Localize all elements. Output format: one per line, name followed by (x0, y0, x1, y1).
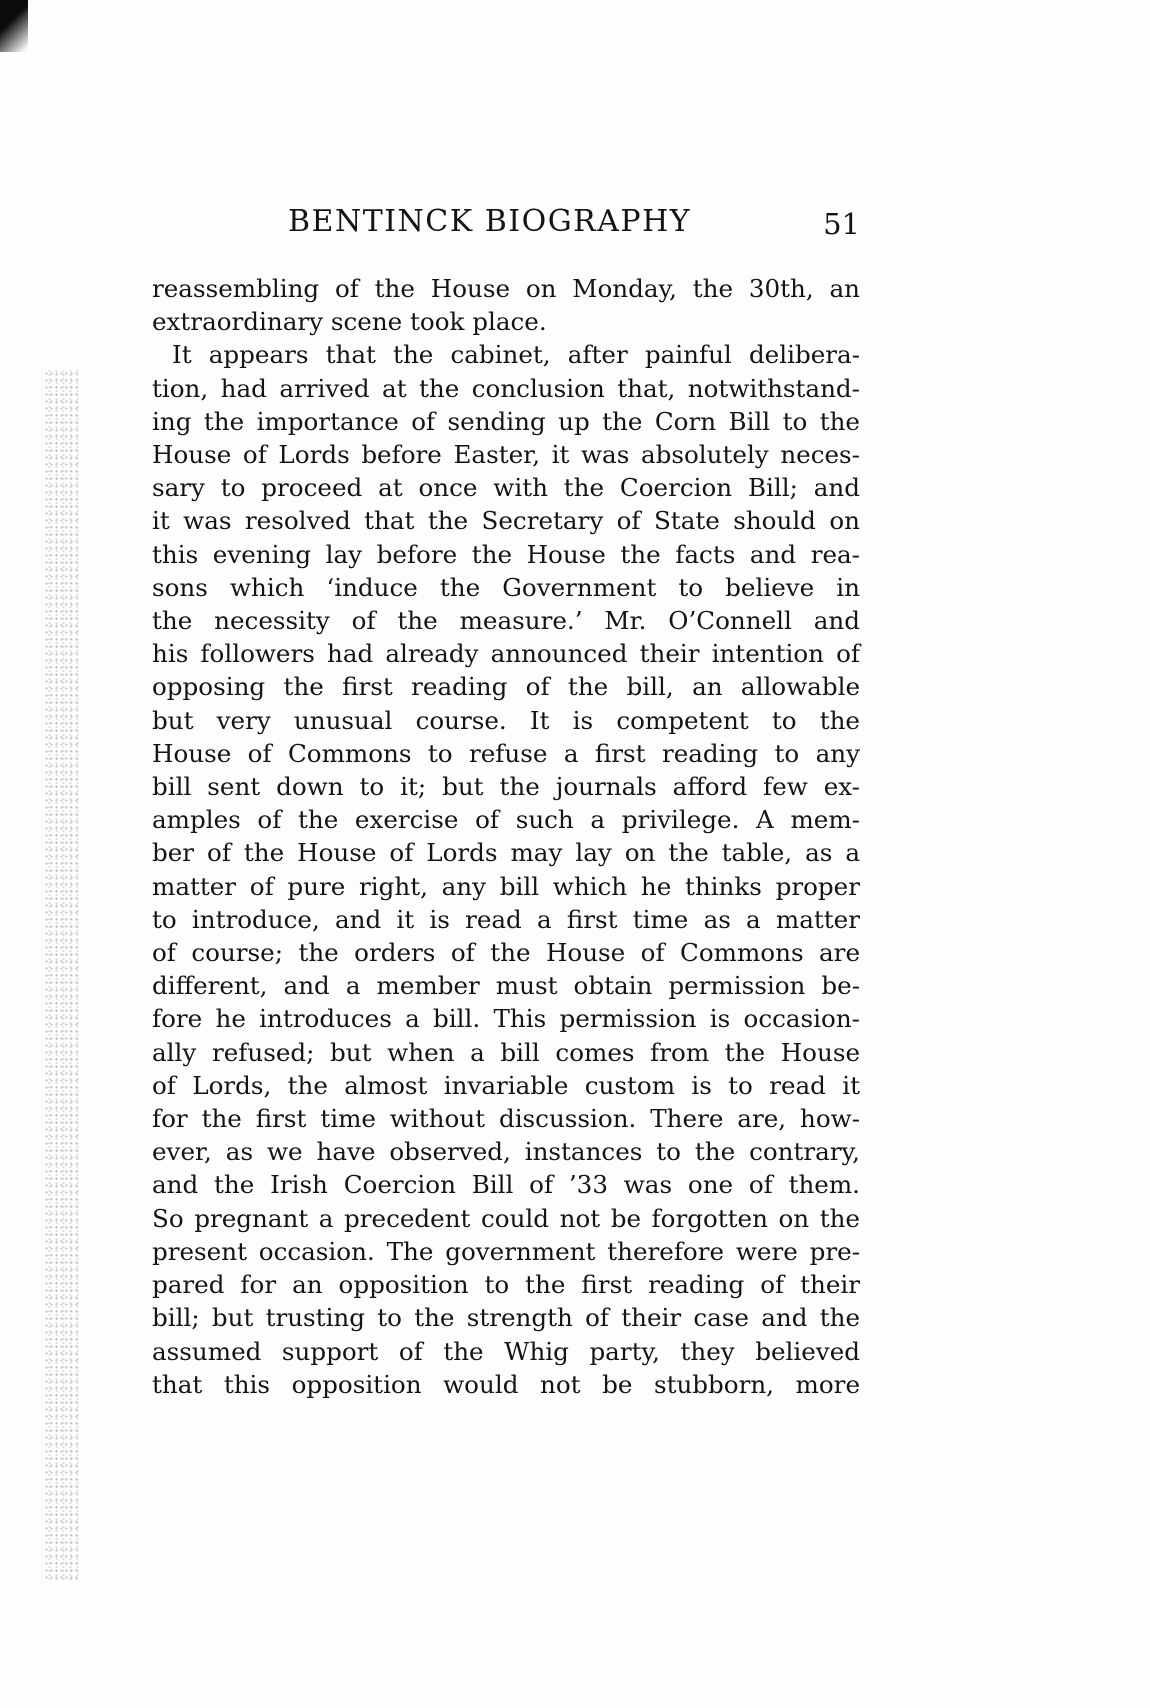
text-line: ing the importance of sending up the Corn Bill to the (152, 406, 860, 436)
text-line: his followers had already announced their intention of (152, 639, 860, 669)
text-line: that this opposition would not be stubborn, more (152, 1369, 860, 1399)
text-line: sons which ‘induce the Government to believe in (152, 572, 860, 602)
text-line: bill sent down to it; but the journals afford few ex- (152, 772, 860, 802)
text-line: tion, had arrived at the conclusion that, notwithstand- (152, 373, 860, 403)
text-line: and the Irish Coercion Bill of ’33 was one of them. (152, 1170, 860, 1200)
text-line: extraordinary scene took place. (152, 307, 547, 337)
text-line: the necessity of the measure.’ Mr. O’Connell and (152, 606, 860, 636)
text-line: It appears that the cabinet, after painful delibera- (172, 340, 860, 370)
text-line: to introduce, and it is read a first time as a matter (152, 904, 860, 934)
text-line: reassembling of the House on Monday, the 30th, an (152, 274, 860, 303)
text-line: but very unusual course. It is competent to the (152, 705, 860, 735)
text-line: fore he introduces a bill. This permission is occasion- (152, 1004, 860, 1034)
page-header (152, 204, 860, 240)
text-line: assumed support of the Whig party, they believed (152, 1336, 860, 1366)
text-line: of course; the orders of the House of Commons are (152, 938, 860, 968)
text-line: for the first time without discussion. There are, how- (152, 1104, 860, 1134)
text-line: of Lords, the almost invariable custom is to read it (152, 1070, 860, 1100)
text-line: opposing the first reading of the bill, an allowable (152, 672, 860, 702)
body-text (152, 272, 860, 1401)
page-number: 51 (823, 207, 860, 241)
text-line: ever, as we have observed, instances to the contrary, (152, 1137, 860, 1167)
text-line: House of Lords before Easter, it was absolutely neces- (152, 440, 860, 470)
text-line: pared for an opposition to the first reading of their (152, 1270, 860, 1300)
text-line: this evening lay before the House the facts and rea- (152, 539, 860, 569)
text-line: sary to proceed at once with the Coercion Bill; and (152, 473, 860, 503)
text-line: it was resolved that the Secretary of State should on (152, 506, 860, 536)
text-line: matter of pure right, any bill which he thinks proper (152, 871, 860, 901)
scan-edge-shadow (0, 0, 28, 52)
text-line: present occasion. The government therefore were pre- (152, 1236, 860, 1266)
text-line: ally refused; but when a bill comes from the House (152, 1037, 860, 1067)
binding-gutter-marks (44, 370, 78, 1580)
text-line: different, and a member must obtain permission be- (152, 971, 860, 1001)
text-line: bill; but trusting to the strength of their case and the (152, 1303, 860, 1333)
text-line: House of Commons to refuse a first reading to any (152, 738, 860, 768)
text-line: ber of the House of Lords may lay on the table, as a (152, 838, 860, 868)
text-line: So pregnant a precedent could not be forgotten on the (152, 1203, 860, 1233)
text-line: amples of the exercise of such a privilege. A mem- (152, 805, 860, 835)
running-title: BENTINCK BIOGRAPHY (288, 204, 692, 239)
